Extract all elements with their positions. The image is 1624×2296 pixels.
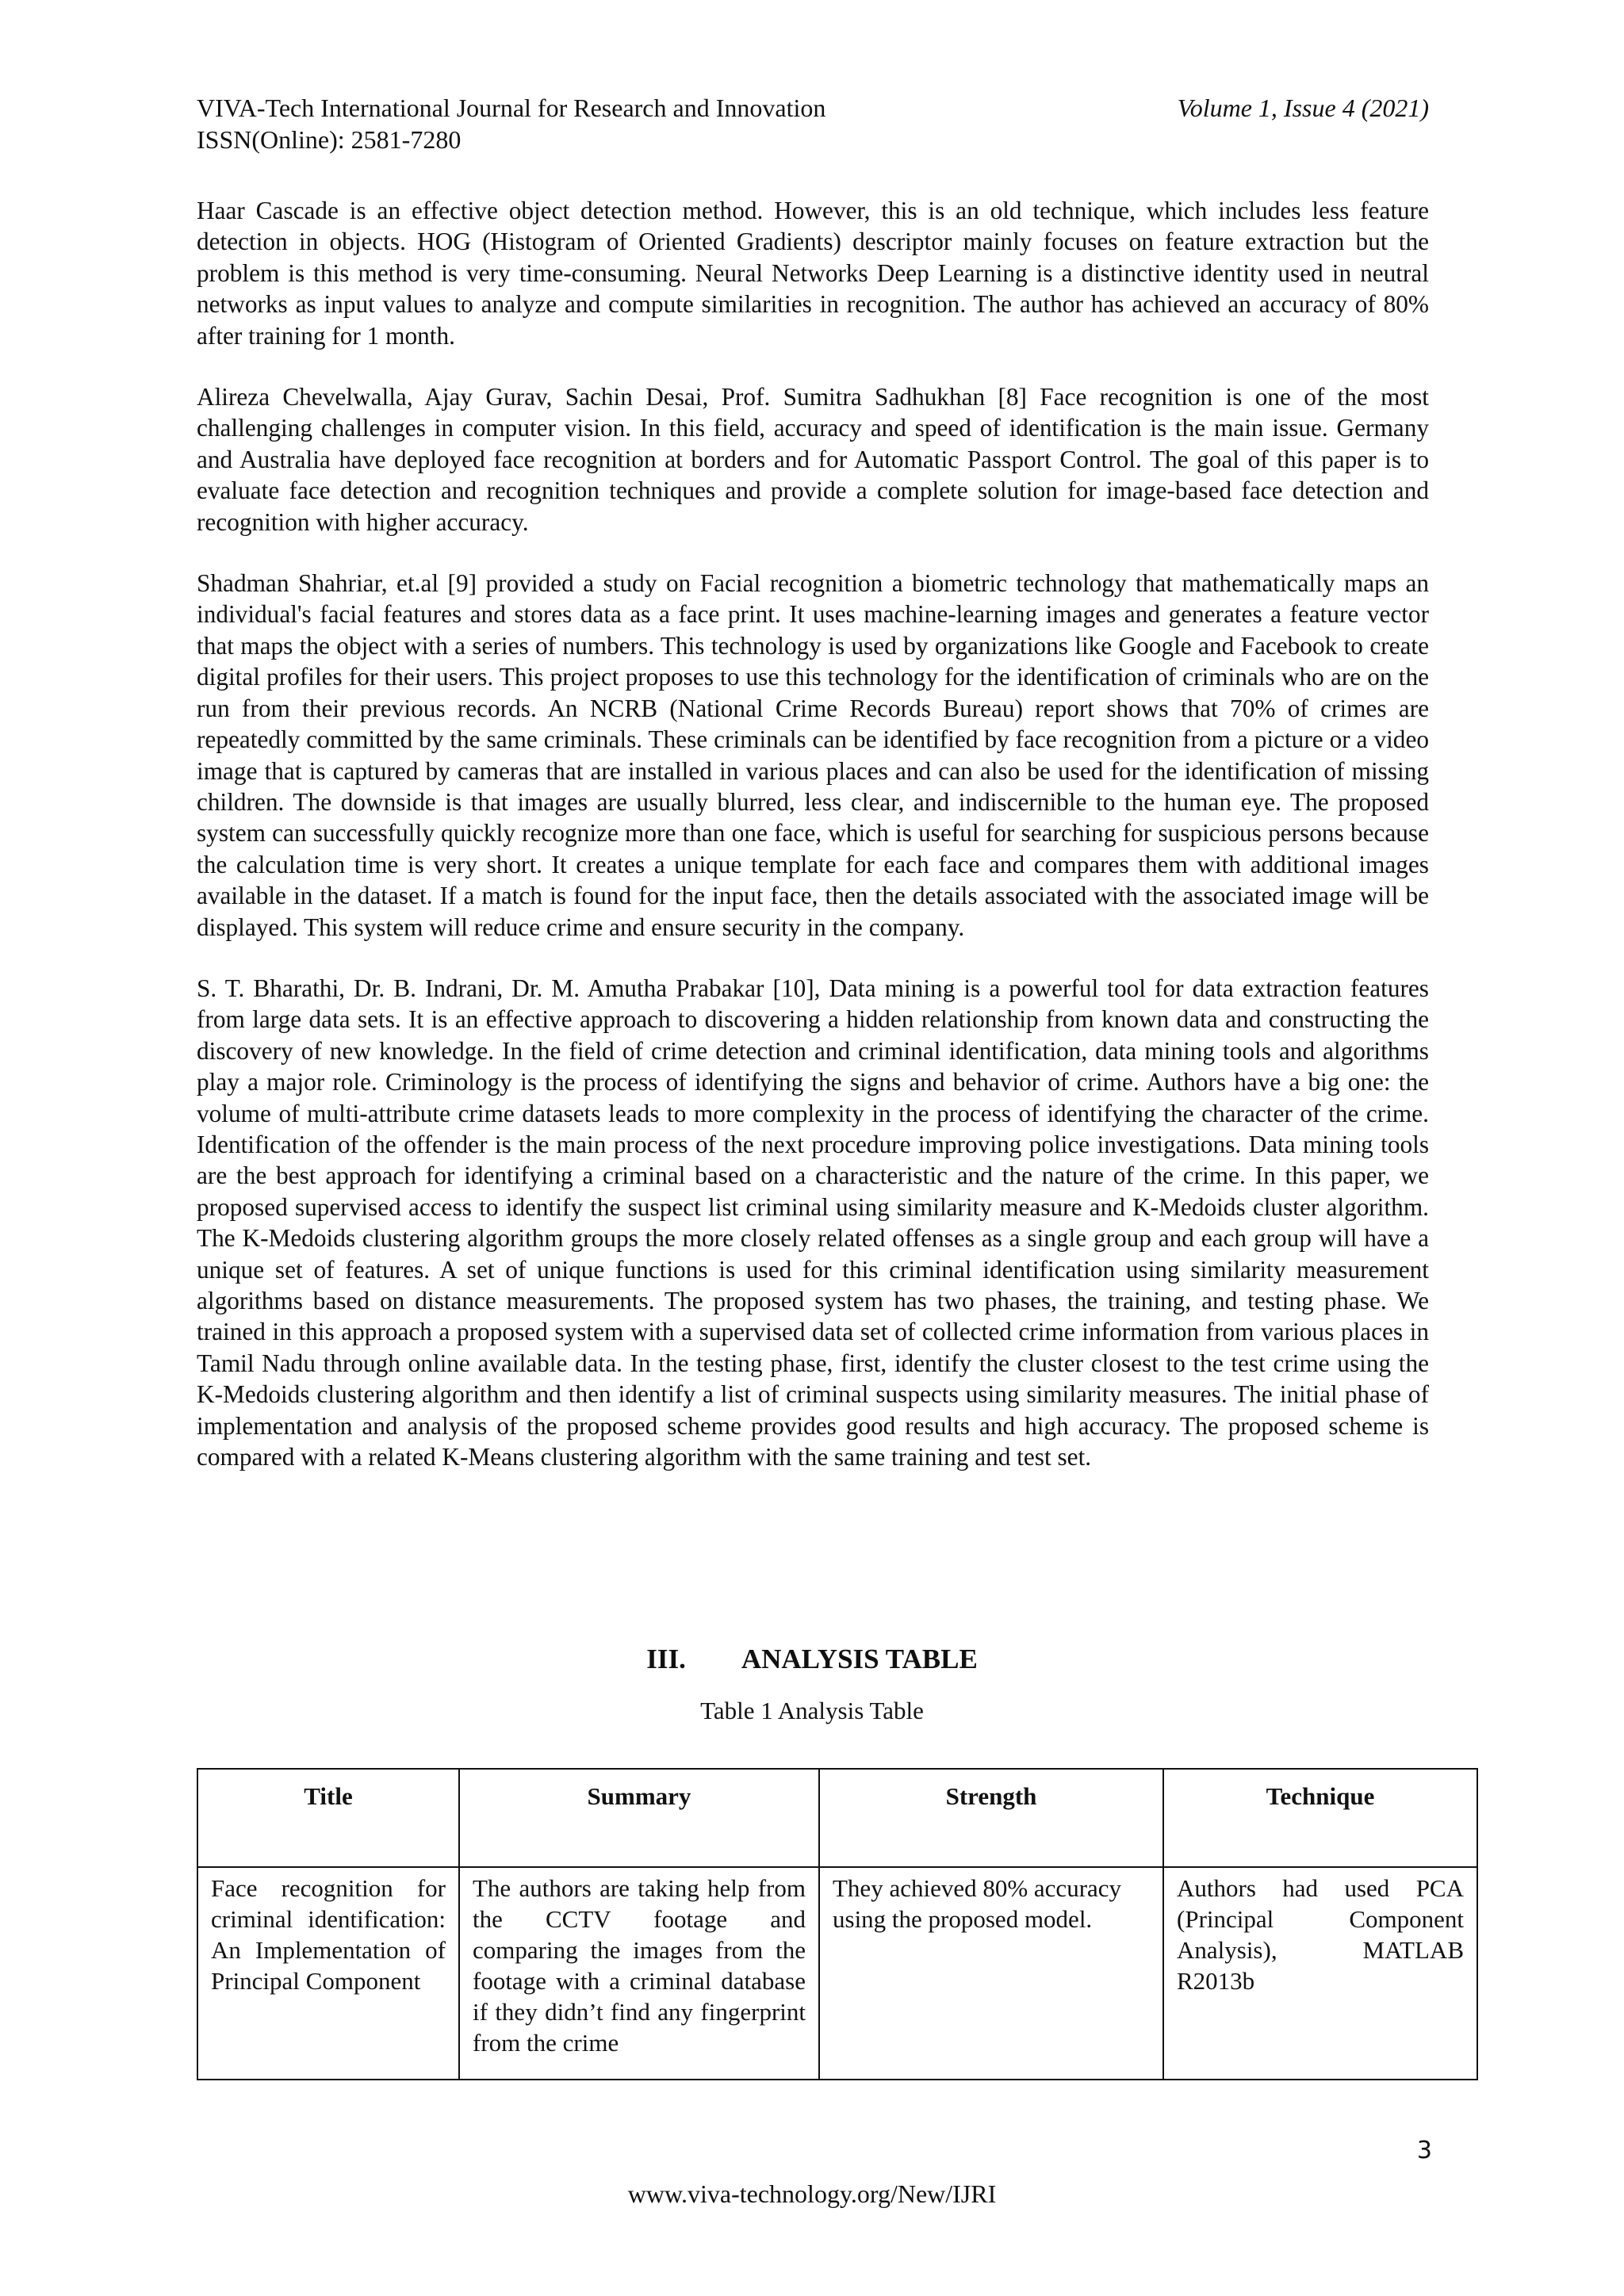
section-heading <box>0 1642 1624 1677</box>
paragraph: Shadman Shahriar, et.al [9] provided a study on Facial recognition a biometric technology that mathematically maps an individual's facial features and stores data as a face print. It uses machine-learning images and generates a feature vector that maps the object with a series of numbers. This technology is used by organizations like Google and Facebook to create digital profiles for their users. This project proposes to use this technology for the identification of criminals who are on the run from their previous records. An NCRB (National Crime Records Bureau) report shows that 70% of crimes are repeatedly committed by the same criminals. These criminals can be identified by face recognition from a picture or a video image that is captured by cameras that are installed in various places and can also be used for the identification of missing children. The downside is that images are usually blurred, less clear, and indiscernible to the human eye. The proposed system can successfully quickly recognize more than one face, which is useful for searching for suspicious persons because the calculation time is very short. It creates a unique template for each face and compares them with additional images available in the dataset. If a match is found for the input face, then the details associated with the associated image will be displayed. This system will reduce crime and ensure security in the company. <box>197 569 1429 941</box>
journal-info <box>197 92 825 155</box>
body-text <box>197 195 1429 1502</box>
analysis-table <box>197 1768 1478 2080</box>
paragraph: Haar Cascade is an effective object detection method. However, this is an old technique, which includes less feature detection in objects. HOG (Histogram of Oriented Gradients) descriptor mainly focuses on feature extraction but the problem is this method is very time-consuming. Neural Networks Deep Learning is a distinctive identity used in neutral networks as input values to analyze and compute similarities in recognition. The author has achieved an accuracy of 80% after training for 1 month. <box>197 197 1429 350</box>
header-summary: Summary <box>459 1769 819 1867</box>
header-strength: Strength <box>819 1769 1163 1867</box>
table-row <box>197 1867 1477 2080</box>
header-title: Title <box>197 1769 459 1867</box>
paragraph: Alireza Chevelwalla, Ajay Gurav, Sachin Desai, Prof. Sumitra Sadhukhan [8] Face recognition is one of the most challenging challenges in computer vision. In this field, accuracy and speed of identification is the main issue. Germany and Australia have deployed face recognition at borders and for Automatic Passport Control. The goal of this paper is to evaluate face detection and recognition techniques and provide a complete solution for image-based face detection and recognition with higher accuracy. <box>197 383 1429 536</box>
table-caption: Table 1 Analysis Table <box>700 1697 924 1724</box>
journal-volume: Volume 1, Issue 4 (2021) <box>1177 94 1429 122</box>
journal-issn: ISSN(Online): 2581-7280 <box>197 125 462 154</box>
page-number: 3 <box>1416 2137 1432 2164</box>
cell-technique: Authors had used PCA (Principal Component Analysis), MATLAB R2013b <box>1163 1867 1477 2080</box>
table-header-row <box>197 1769 1477 1867</box>
header-technique: Technique <box>1163 1769 1477 1867</box>
section-title: ANALYSIS TABLE <box>741 1644 978 1674</box>
cell-title: Face recognition for criminal identification: An Implementation of Principal Component <box>197 1867 459 2080</box>
paragraph: S. T. Bharathi, Dr. B. Indrani, Dr. M. Amutha Prabakar [10], Data mining is a powerful tool for data extraction features from large data sets. It is an effective approach to discovering a hidden relationship from known data and constructing the discovery of new knowledge. In the field of crime detection and criminal identification, data mining tools and algorithms play a major role. Criminology is the process of identifying the signs and behavior of crime. Authors have a big one: the volume of multi-attribute crime datasets leads to more complexity in the process of identifying the character of the crime. Identification of the offender is the main process of the next procedure improving police investigations. Data mining tools are the best approach for identifying a criminal based on a characteristic and the nature of the crime. In this paper, we proposed supervised access to identify the suspect list criminal using similarity measure and K-Medoids cluster algorithm. The K-Medoids clustering algorithm groups the more closely related offenses as a single group and each group will have a unique set of features. A set of unique functions is used for this criminal identification using similarity measurement algorithms based on distance measurements. The proposed system has two phases, the training, and testing phase. We trained in this approach a proposed system with a supervised data set of collected crime information from various places in Tamil Nadu through online available data. In the testing phase, first, identify the cluster closest to the test crime using the K-Medoids clustering algorithm and then identify a list of criminal suspects using similarity measures. The initial phase of implementation and analysis of the proposed scheme provides good results and high accuracy. The proposed scheme is compared with a related K-Means clustering algorithm with the same training and test set. <box>197 974 1429 1471</box>
journal-title: VIVA-Tech International Journal for Research and Innovation <box>197 94 826 122</box>
cell-summary: The authors are taking help from the CCTV footage and comparing the images from the footage with a criminal database if they didn’t find any fingerprint from the crime <box>459 1867 819 2080</box>
section-number: III. <box>646 1644 686 1674</box>
cell-strength: They achieved 80% accuracy using the proposed model. <box>819 1867 1163 2080</box>
footer-url: www.viva-technology.org/New/IJRI <box>627 2179 997 2208</box>
